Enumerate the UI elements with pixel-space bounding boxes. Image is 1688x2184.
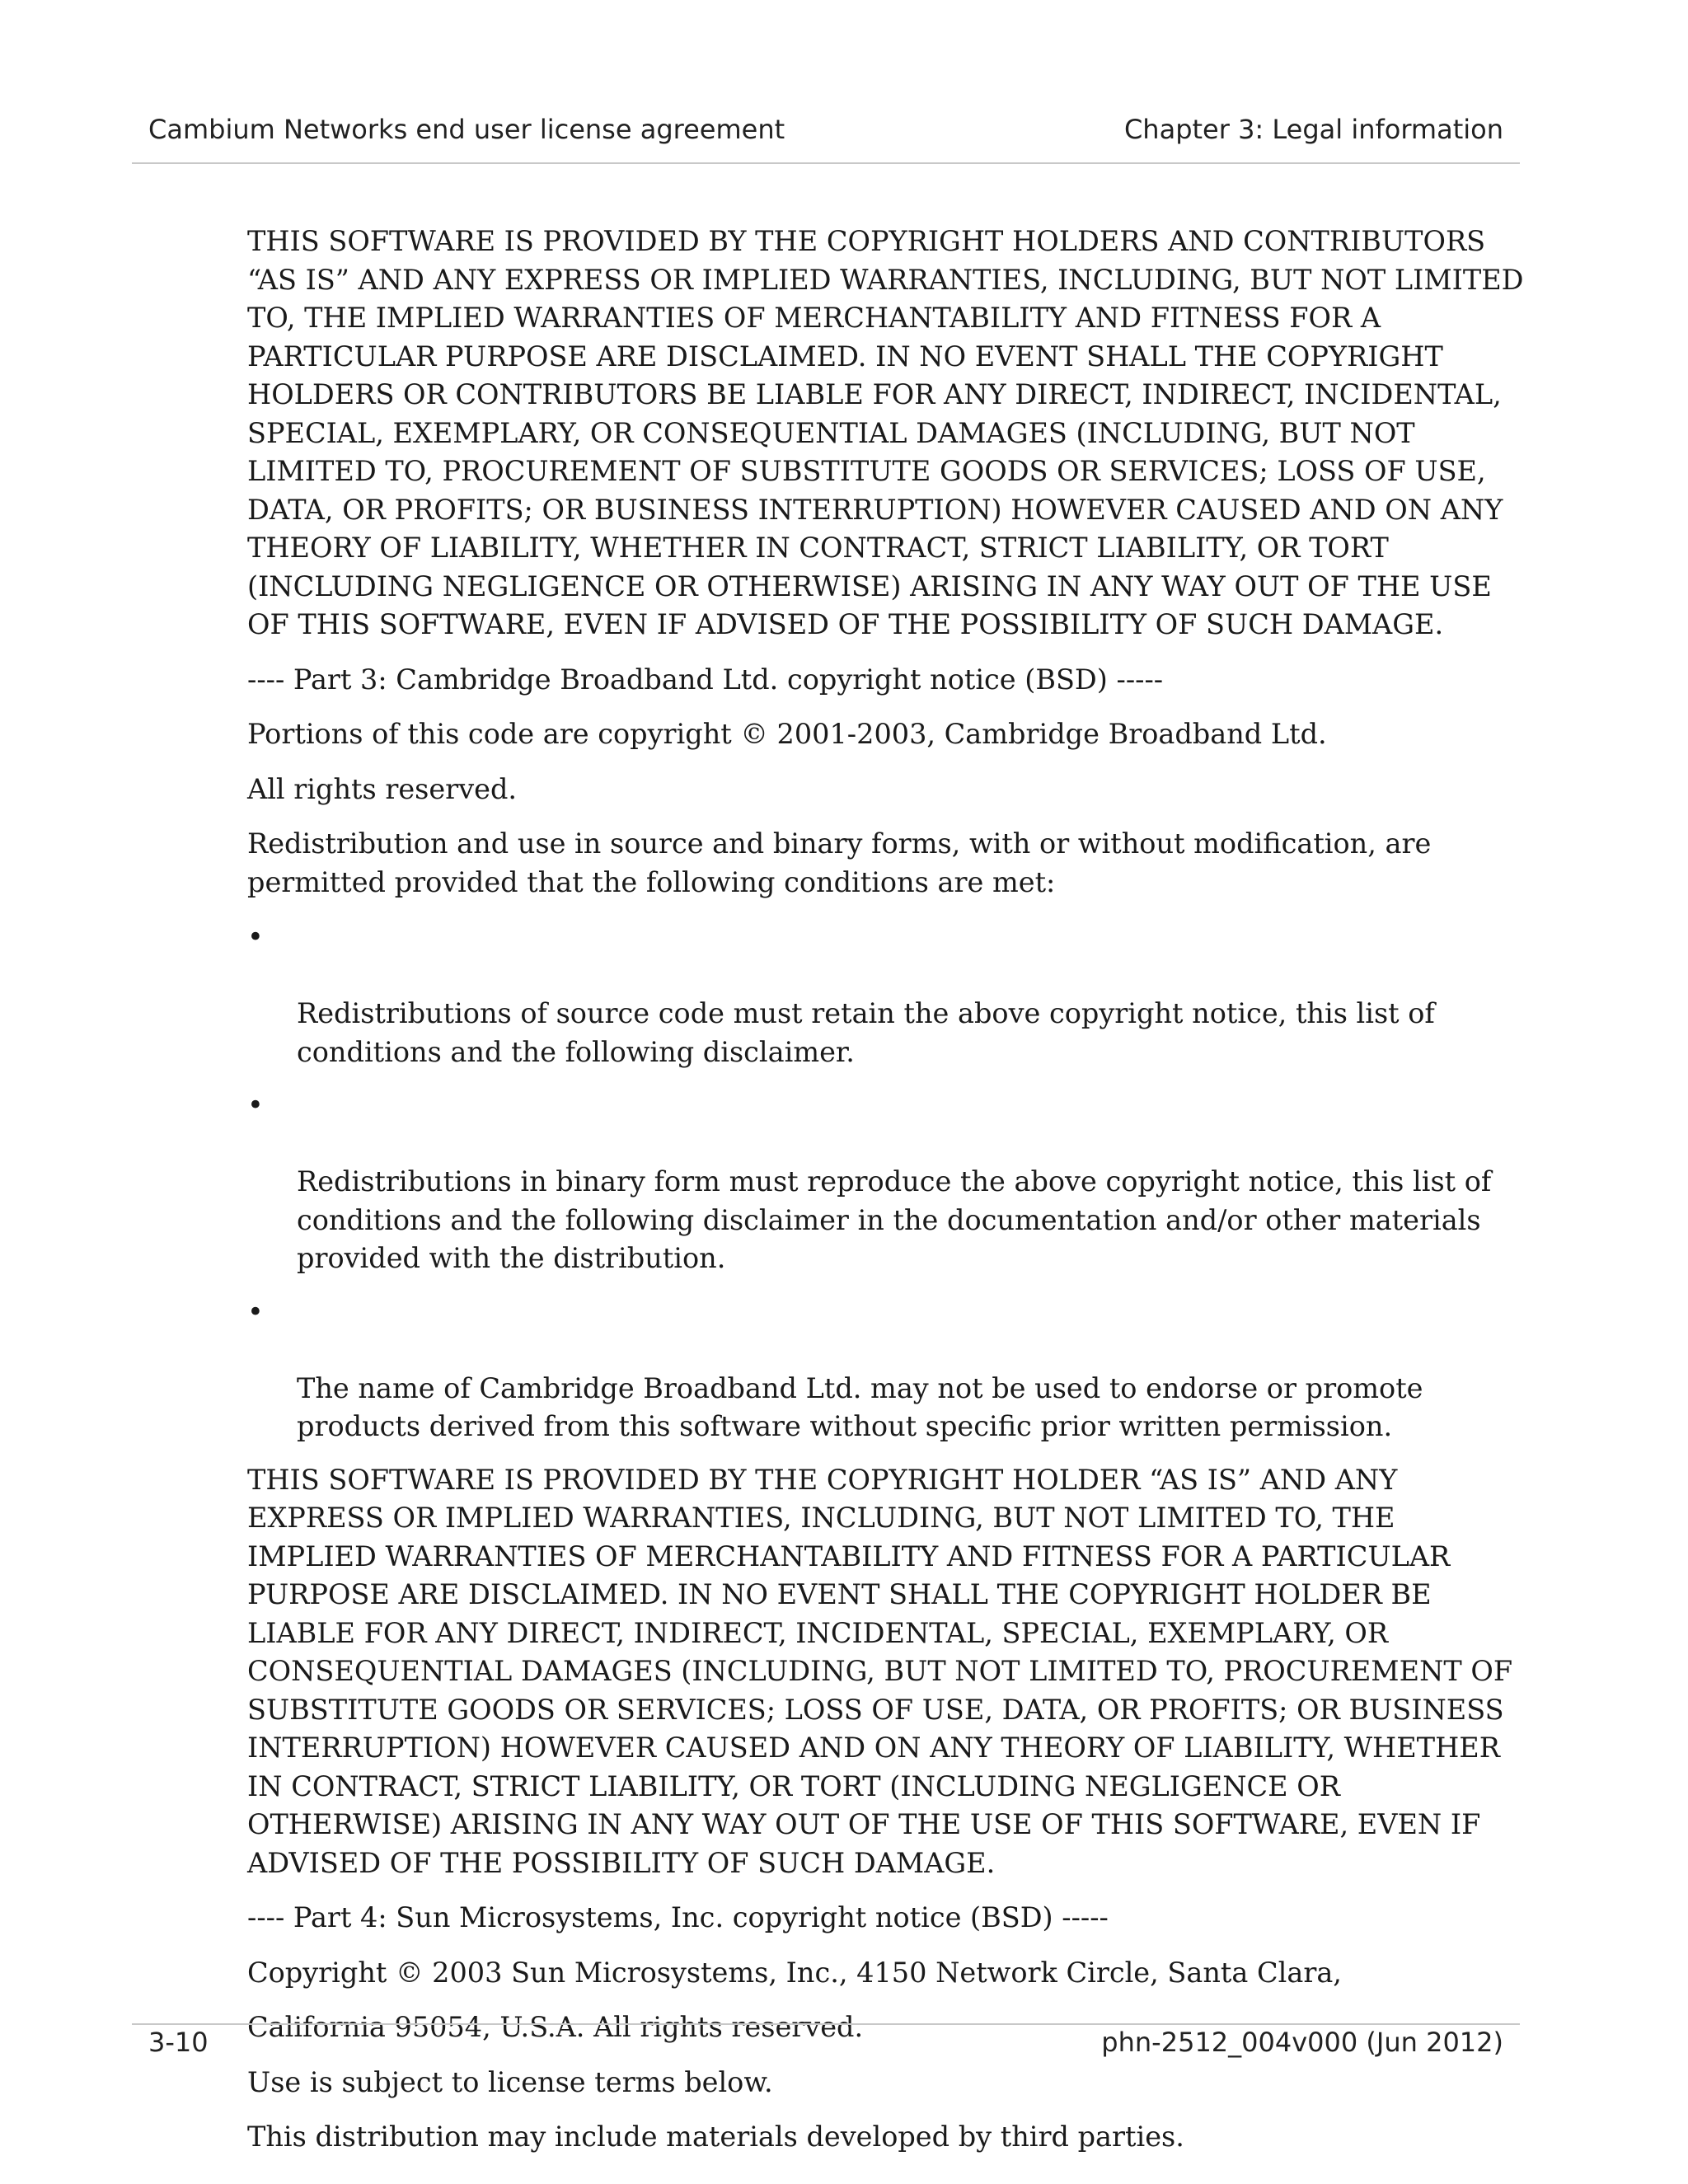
list-item bbox=[247, 918, 1533, 1071]
page-number: 3-10 bbox=[148, 2027, 209, 2058]
disclaimer-paragraph-part2: THIS SOFTWARE IS PROVIDED BY THE COPYRIGHT HOLDERS AND CONTRIBUTORS “AS IS” AND ANY EXPRESS OR IMPLIED WARRANTIES, INCLUDING, BUT NOT LIMITED TO, THE IMPLIED WARRANTIES OF MERCHANTABILITY AND FITNESS FOR A PARTICULAR PURPOSE ARE DISCLAIMED. IN NO EVENT SHALL THE COPYRIGHT HOLDERS OR CONTRIBUTORS BE LIABLE FOR ANY DIRECT, INDIRECT, INCIDENTAL, SPECIAL, EXEMPLARY, OR CONSEQUENTIAL DAMAGES (INCLUDING, BUT NOT LIMITED TO, PROCUREMENT OF SUBSTITUTE GOODS OR SERVICES; LOSS OF USE, DATA, OR PROFITS; OR BUSINESS INTERRUPTION) HOWEVER CAUSED AND ON ANY THEORY OF LIABILITY, WHETHER IN CONTRACT, STRICT LIABILITY, OR TORT (INCLUDING NEGLIGENCE OR OTHERWISE) ARISING IN ANY WAY OUT OF THE USE OF THIS SOFTWARE, EVEN IF ADVISED OF THE POSSIBILITY OF SUCH DAMAGE. bbox=[247, 225, 1524, 640]
bullet-icon: • bbox=[247, 1089, 264, 1121]
disclaimer-paragraph-part3: THIS SOFTWARE IS PROVIDED BY THE COPYRIGHT HOLDER “AS IS” AND ANY EXPRESS OR IMPLIED WARRANTIES, INCLUDING, BUT NOT LIMITED TO, THE IMPLIED WARRANTIES OF MERCHANTABILITY AND FITNESS FOR A PARTICULAR PURPOSE ARE DISCLAIMED. IN NO EVENT SHALL THE COPYRIGHT HOLDER BE LIABLE FOR ANY DIRECT, INDIRECT, INCIDENTAL, SPECIAL, EXEMPLARY, OR CONSEQUENTIAL DAMAGES (INCLUDING, BUT NOT LIMITED TO, PROCUREMENT OF SUBSTITUTE GOODS OR SERVICES; LOSS OF USE, DATA, OR PROFITS; OR BUSINESS INTERRUPTION) HOWEVER CAUSED AND ON ANY THEORY OF LIABILITY, WHETHER IN CONTRACT, STRICT LIABILITY, OR TORT (INCLUDING NEGLIGENCE OR OTHERWISE) ARISING IN ANY WAY OUT OF THE USE OF THIS SOFTWARE, EVEN IF ADVISED OF THE POSSIBILITY OF SUCH DAMAGE. bbox=[247, 1463, 1513, 1879]
page-header bbox=[132, 114, 1520, 152]
list-item bbox=[247, 1086, 1533, 1278]
list-item-text: Redistributions of source code must retain the above copyright notice, this list of conditions and the following disclaimer. bbox=[297, 997, 1435, 1068]
list-item-text: The name of Cambridge Broadband Ltd. may not be used to endorse or promote products derived from this software without specific prior written permission. bbox=[297, 1371, 1423, 1442]
part3-redistribution-paragraph: Redistribution and use in source and binary forms, with or without modification, are permitted provided that the following conditions are met: bbox=[247, 827, 1432, 898]
part4-terms-line: Use is subject to license terms below. bbox=[247, 2065, 773, 2098]
part4-third-party-line: This distribution may include materials developed by third parties. bbox=[247, 2121, 1184, 2153]
part4-heading: ---- Part 4: Sun Microsystems, Inc. copyright notice (BSD) ----- bbox=[247, 1901, 1109, 1933]
bullet-icon: • bbox=[247, 921, 264, 953]
document-id: phn-2512_004v000 (Jun 2012) bbox=[1101, 2027, 1503, 2058]
part3-copyright-line: Portions of this code are copyright © 2001-2003, Cambridge Broadband Ltd. bbox=[247, 718, 1327, 750]
header-document-title: Cambium Networks end user license agreement bbox=[148, 114, 785, 145]
page-body bbox=[247, 223, 1533, 2173]
list-item-text: Redistributions in binary form must reproduce the above copyright notice, this list of conditions and the following disclaimer in the documentation and/or other materials provided with the distribution. bbox=[297, 1165, 1492, 1274]
list-item bbox=[247, 1293, 1533, 1446]
part4-address-line: California 95054, U.S.A. All rights reserved. bbox=[247, 2011, 864, 2043]
part4-copyright-line: Copyright © 2003 Sun Microsystems, Inc., 4150 Network Circle, Santa Clara, bbox=[247, 1956, 1342, 1989]
header-divider bbox=[132, 162, 1520, 164]
part3-rights-line: All rights reserved. bbox=[247, 772, 518, 805]
part3-heading: ---- Part 3: Cambridge Broadband Ltd. copyright notice (BSD) ----- bbox=[247, 663, 1164, 696]
bullet-icon: • bbox=[247, 1295, 264, 1328]
page-footer bbox=[132, 2027, 1520, 2064]
conditions-list bbox=[247, 918, 1533, 1446]
header-chapter-title: Chapter 3: Legal information bbox=[1123, 114, 1503, 145]
footer-divider bbox=[132, 2023, 1520, 2025]
